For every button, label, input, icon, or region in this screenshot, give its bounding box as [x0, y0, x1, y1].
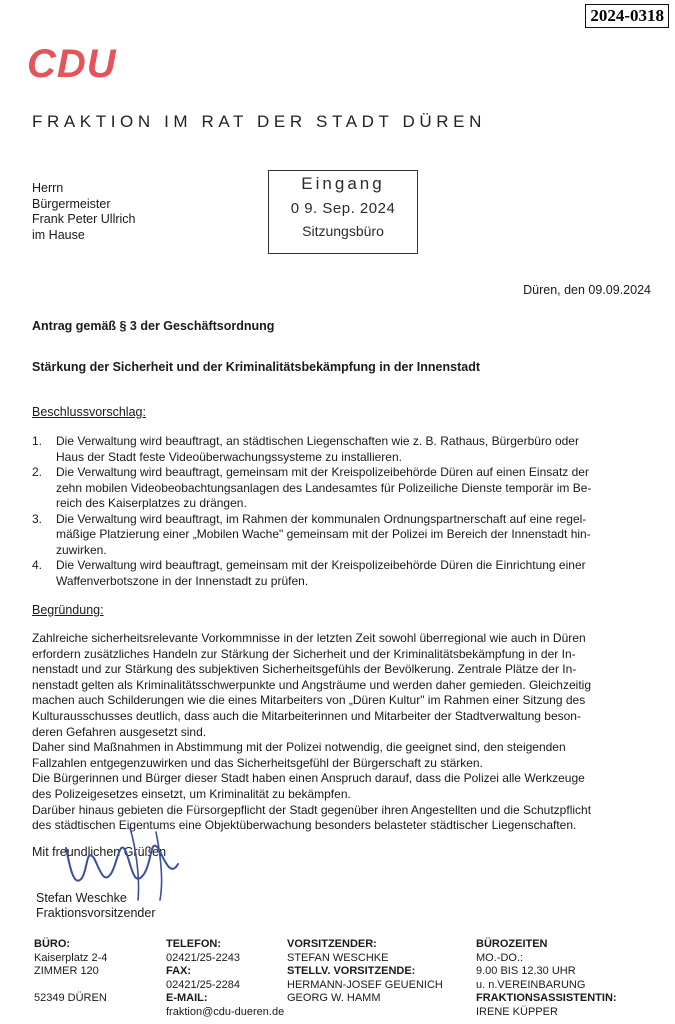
item-number: 2.	[32, 465, 43, 479]
beschluss-list	[32, 434, 644, 589]
footer-line: 52349 DÜREN	[34, 992, 107, 1004]
fax-value: 02421/25-2284	[166, 978, 241, 991]
vorsitz-name: STEFAN WESCHKE	[287, 951, 389, 964]
footer-buero	[34, 938, 107, 1006]
begruendung-body	[32, 631, 644, 834]
list-item	[32, 465, 644, 512]
item-line: Die Verwaltung wird beauftragt, gemeinsam mit der Kreispolizeibehörde Düren auf einen Einsatz der	[56, 465, 589, 479]
document-number: 2024-0318	[585, 4, 669, 28]
body-line: Kulturausschusses deutlich, dass auch die Mitarbeiterinnen und Mitarbeiter der Stadtverwaltung beson-	[32, 708, 581, 723]
footer-kontakt	[166, 938, 284, 1019]
stamp-office: Sitzungsbüro	[302, 223, 384, 239]
footer-zeiten	[476, 938, 617, 1019]
footer-line: ZIMMER 120	[34, 965, 99, 977]
fraktion-title: FRAKTION IM RAT DER STADT DÜREN	[32, 112, 486, 131]
cdu-logo: CDU	[27, 42, 117, 86]
body-line: Die Bürgerinnen und Bürger dieser Stadt haben einen Anspruch darauf, dass die Polizei alle Werkzeuge	[32, 771, 585, 786]
recipient-line: Bürgermeister	[32, 196, 111, 211]
item-line: Haus der Stadt feste Videoüberwachungssysteme zu installieren.	[56, 449, 402, 464]
body-line: des städtischen Eigentums eine Objektüberwachung besonders belasteter städtischer Liegenschaften.	[32, 818, 577, 833]
item-line: Die Verwaltung wird beauftragt, gemeinsam mit der Kreispolizeibehörde Düren die Einrichtung einer	[56, 558, 586, 572]
body-line: erfordern zusätzliches Handeln zur Stärkung der Sicherheit und der Kriminalitätsbekämpfung in der In-	[32, 646, 576, 661]
item-line: Die Verwaltung wird beauftragt, im Rahmen der kommunalen Ordnungspartnerschaft auf eine regel-	[56, 511, 587, 526]
subject-line: Stärkung der Sicherheit und der Kriminalitätsbekämpfung in der Innenstadt	[32, 360, 480, 374]
footer-line: Kaiserplatz 2-4	[34, 951, 108, 964]
list-item	[32, 434, 644, 465]
footer-heading: E-MAIL:	[166, 992, 208, 1004]
stamp-title: Eingang	[301, 174, 385, 193]
item-line: Die Verwaltung wird beauftragt, an städtischen Liegenschaften wie z. B. Rathaus, Bürgerbüro oder	[56, 434, 579, 448]
footer-vorsitz	[287, 938, 443, 1006]
body-line: des Polizeigesetzes einsetzt, um Kriminalität zu bekämpfen.	[32, 786, 351, 801]
antrag-heading: Antrag gemäß § 3 der Geschäftsordnung	[32, 319, 275, 333]
stamp-date: 0 9. Sep. 2024	[290, 200, 396, 217]
stellv-name: GEORG W. HAMM	[287, 992, 381, 1004]
item-line: reich des Kaiserplatzes zu drängen.	[56, 496, 247, 510]
item-number: 3.	[32, 511, 43, 526]
item-line: zuwirken.	[56, 542, 107, 557]
telefon-value: 02421/25-2243	[166, 951, 241, 964]
list-item	[32, 558, 644, 589]
recipient-line: Frank Peter Ullrich	[32, 212, 136, 226]
body-line: Zahlreiche sicherheitsrelevante Vorkommnisse in der letzten Zeit sowohl überregional wie auch in Düren	[32, 631, 586, 645]
signer-block	[36, 891, 156, 921]
body-line: deren Gefahren ausgesetzt sind.	[32, 724, 207, 739]
footer-heading: FRAKTIONSASSISTENTIN:	[476, 992, 617, 1004]
signer-role: Fraktionsvorsitzender	[36, 906, 156, 920]
footer-heading: STELLV. VORSITZENDE:	[287, 965, 416, 977]
body-line: machen auch Schilderungen wie die eines Mitarbeiters von „Düren Kultur" im Rahmen einer Sitzung des	[32, 693, 586, 708]
footer-line	[34, 979, 107, 993]
item-number: 1.	[32, 434, 43, 448]
item-line: zehn mobilen Videobeobachtungsanlagen des Landesamtes für Polizeiliche Dienste temporär im Be-	[56, 480, 592, 495]
stellv-name: HERMANN-JOSEF GEUENICH	[287, 978, 443, 991]
letter-date: Düren, den 09.09.2024	[523, 283, 651, 297]
receipt-stamp	[268, 170, 418, 254]
recipient-address	[32, 181, 136, 243]
body-line: nenstadt gelten als Kriminalitätsschwerpunkte und Angsträume und werden daher gemieden. Gleichzeitig	[32, 677, 591, 692]
footer-line: MO.-DO.:	[476, 951, 524, 964]
body-line: Daher sind Maßnahmen in Abstimmung mit der Polizei notwendig, die geeignet sind, den steigenden	[32, 740, 566, 755]
footer-heading: FAX:	[166, 965, 192, 977]
beschluss-heading: Beschlussvorschlag:	[32, 405, 146, 419]
list-item	[32, 512, 644, 559]
body-line: Fallzahlen entgegenzuwirken und das Sicherheitsgefühl der Bürgerschaft zu stärken.	[32, 755, 483, 770]
footer-heading: TELEFON:	[166, 938, 221, 950]
footer-heading: BÜRO:	[34, 938, 71, 950]
closing-greeting: Mit freundlichen Grüßen	[32, 845, 167, 859]
item-number: 4.	[32, 558, 43, 572]
begruendung-heading: Begründung:	[32, 603, 104, 617]
item-line: Waffenverbotszone in der Innenstadt zu prüfen.	[56, 573, 309, 588]
item-line: mäßige Platzierung einer „Mobilen Wache" gemeinsam mit der Polizei im Bereich der Innenstadt hin-	[56, 527, 591, 541]
footer-line: u. n.VEREINBARUNG	[476, 978, 586, 991]
body-line: nenstadt und zur Stärkung des subjektiven Sicherheitsgefühls der Bevölkerung. Zentrale Plätze der In-	[32, 662, 577, 677]
assistant-name: IRENE KÜPPER	[476, 1005, 558, 1018]
email-value: fraktion@cdu-dueren.de	[166, 1005, 285, 1018]
footer-heading: BÜROZEITEN	[476, 938, 548, 950]
recipient-line: Herrn	[32, 181, 64, 195]
signer-name: Stefan Weschke	[36, 891, 127, 905]
footer-line: 9.00 BIS 12.30 UHR	[476, 965, 576, 977]
recipient-line: im Hause	[32, 227, 85, 242]
body-line: Darüber hinaus gebieten die Fürsorgepflicht der Stadt gegenüber ihren Angestellten und die Schutzpflicht	[32, 802, 592, 817]
footer-heading: VORSITZENDER:	[287, 938, 377, 950]
